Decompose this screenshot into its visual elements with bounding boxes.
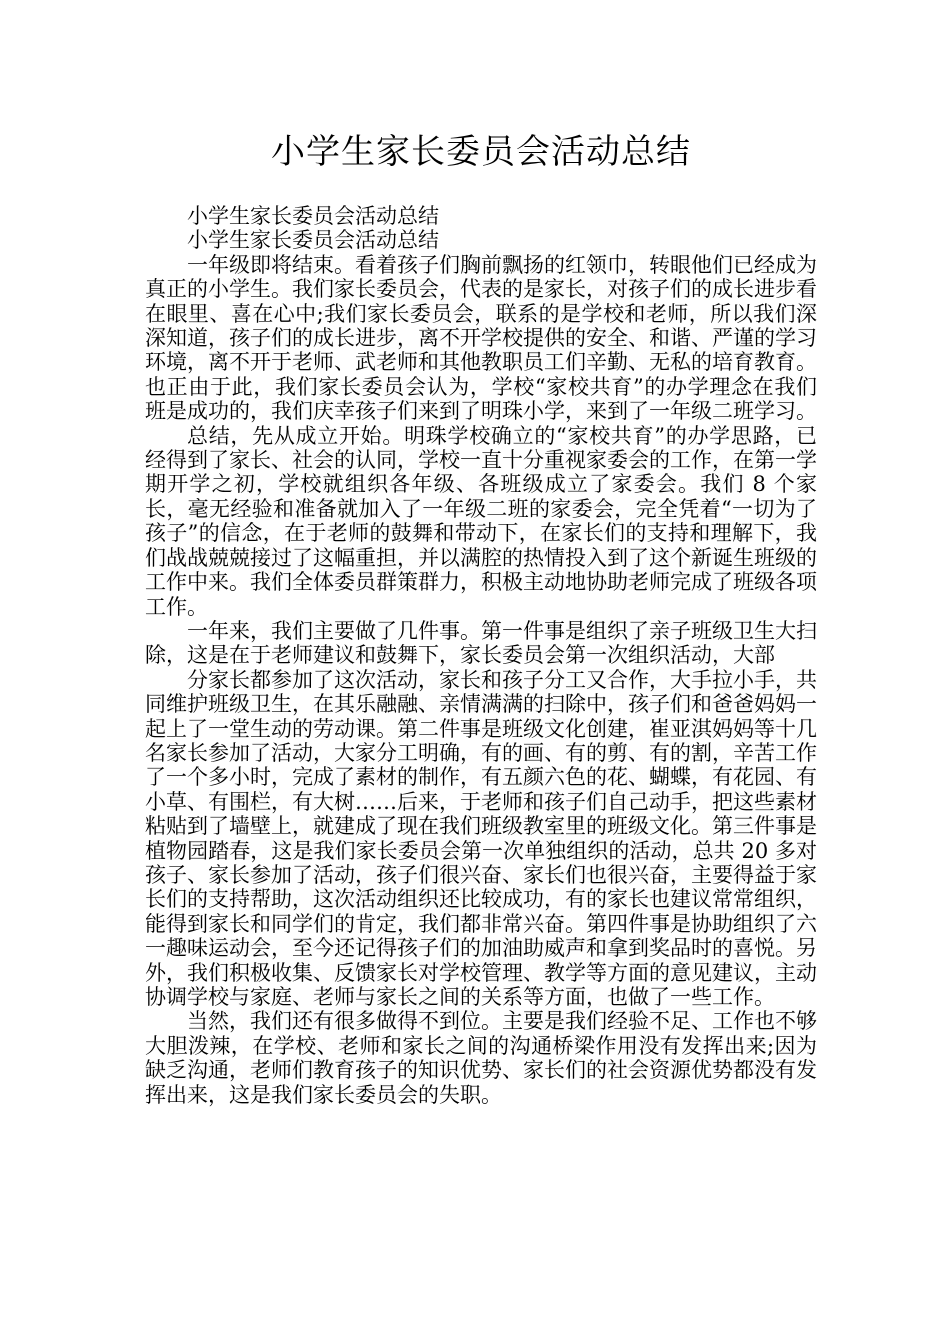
- paragraph-5: 当然，我们还有很多做得不到位。主要是我们经验不足、工作也不够大胆泼辣，在学校、老师和家长之间的沟通桥梁作用没有发挥出来;因为缺乏沟通，老师们教育孩子的知识优势、家长们的社会资源优势都没有发挥出来，这是我们家长委员会的失职。: [145, 1009, 817, 1107]
- paragraph-3: 一年来，我们主要做了几件事。第一件事是组织了亲子班级卫生大扫除，这是在于老师建议和鼓舞下，家长委员会第一次组织活动，大部: [145, 618, 817, 668]
- document-body: [145, 204, 817, 1107]
- paragraph-2: 总结，先从成立开始。明珠学校确立的“家校共育”的办学思路，已经得到了家长、社会的认同，学校一直十分重视家委会的工作，在第一学期开学之初，学校就组织各年级、各班级成立了家委会。我们 8 个家长，毫无经验和准备就加入了一年级二班的家委会，完全凭着“一切为了孩子”的信念，在于老师的鼓舞和带动下，在家长们的支持和理解下，我们战战兢兢接过了这幅重担，并以满腔的热情投入到了这个新诞生班级的工作中来。我们全体委员群策群力，积极主动地协助老师完成了班级各项工作。: [145, 423, 817, 619]
- paragraph-1: 一年级即将结束。看着孩子们胸前飘扬的红领巾，转眼他们已经成为真正的小学生。我们家长委员会，代表的是家长，对孩子们的成长进步看在眼里、喜在心中;我们家长委员会，联系的是学校和老师，所以我们深深知道，孩子们的成长进步，离不开学校提供的安全、和谐、严谨的学习环境，离不开于老师、武老师和其他教职员工们辛勤、无私的培育教育。也正由于此，我们家长委员会认为，学校“家校共育”的办学理念在我们班是成功的，我们庆幸孩子们来到了明珠小学，来到了一年级二班学习。: [145, 252, 817, 424]
- subtitle-line-1: 小学生家长委员会活动总结: [187, 204, 439, 228]
- document-page: [145, 0, 817, 1107]
- paragraph-4: 分家长都参加了这次活动，家长和孩子分工又合作，大手拉小手，共同维护班级卫生，在其乐融融、亲情满满的扫除中，孩子们和爸爸妈妈一起上了一堂生动的劳动课。第二件事是班级文化创建，崔亚淇妈妈等十几名家长参加了活动，大家分工明确，有的画、有的剪、有的割，辛苦工作了一个多小时，完成了素材的制作，有五颜六色的花、蝴蝶，有花园、有小草、有围栏，有大树……后来，于老师和孩子们自己动手，把这些素材粘贴到了墙壁上，就建成了现在我们班级教室里的班级文化。第三件事是植物园踏春，这是我们家长委员会第一次单独组织的活动，总共 20 多对孩子、家长参加了活动，孩子们很兴奋、家长们也很兴奋，主要得益于家长们的支持帮助，这次活动组织还比较成功，有的家长也建议常常组织，能得到家长和同学们的肯定，我们都非常兴奋。第四件事是协助组织了六一趣味运动会，至今还记得孩子们的加油助威声和拿到奖品时的喜悦。另外，我们积极收集、反馈家长对学校管理、教学等方面的意见建议，主动协调学校与家庭、老师与家长之间的关系等方面，也做了一些工作。: [145, 667, 817, 1009]
- document-title: 小学生家长委员会活动总结: [271, 132, 691, 172]
- subtitle-line-2: 小学生家长委员会活动总结: [187, 228, 439, 253]
